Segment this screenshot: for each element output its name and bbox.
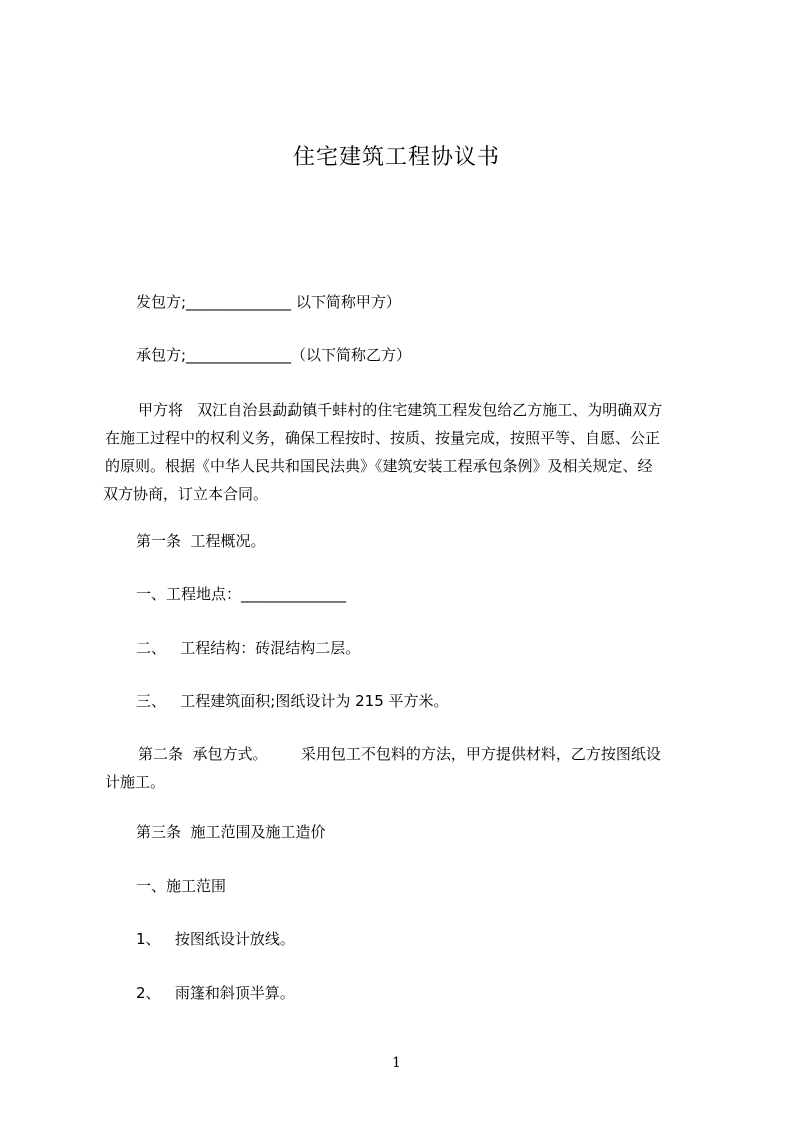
intro-line-4: 双方协商，订立本合同。 (103, 485, 269, 503)
article-3-item-1: 1、 按图纸设计放线。 (136, 930, 295, 948)
article-3-item-2: 2、 雨篷和斜顶半算。 (136, 984, 295, 1002)
intro-line-2: 在施工过程中的权利义务，确保工程按时、按质、按量完成，按照平等、自愿、公正 (105, 429, 661, 447)
document-title: 住宅建筑工程协议书 (292, 145, 500, 170)
article-3-heading: 第三条 施工范围及施工造价 (136, 823, 326, 841)
party-a-line: 发包方;______________ 以下简称甲方） (136, 293, 401, 311)
intro-line-3: 的原则。根据《中华人民共和国民法典》《建筑安装工程承包条例》及相关规定、经 (105, 457, 653, 475)
intro-paragraph (105, 396, 705, 508)
article-1-item-3: 三、 工程建筑面积;图纸设计为 215 平方米。 (136, 692, 449, 710)
article-2-line-1: 第二条 承包方式。 采用包工不包料的方法，甲方提供材料，乙方按图纸设 (138, 745, 661, 763)
party-b-line: 承包方;______________（以下简称乙方） (136, 346, 412, 364)
intro-line-1: 甲方将 双江自治县勐勐镇千蚌村的住宅建筑工程发包给乙方施工、为明确双方 (138, 401, 663, 419)
article-1-item-1: 一、工程地点：______________ (136, 585, 347, 603)
article-1-item-2: 二、 工程结构：砖混结构二层。 (136, 639, 361, 657)
article-2-paragraph (105, 740, 705, 796)
article-3-subheading: 一、施工范围 (136, 877, 227, 895)
article-2-line-2: 计施工。 (105, 773, 166, 791)
page-number: 1 (392, 1055, 401, 1071)
article-1-heading: 第一条 工程概况。 (136, 532, 266, 550)
